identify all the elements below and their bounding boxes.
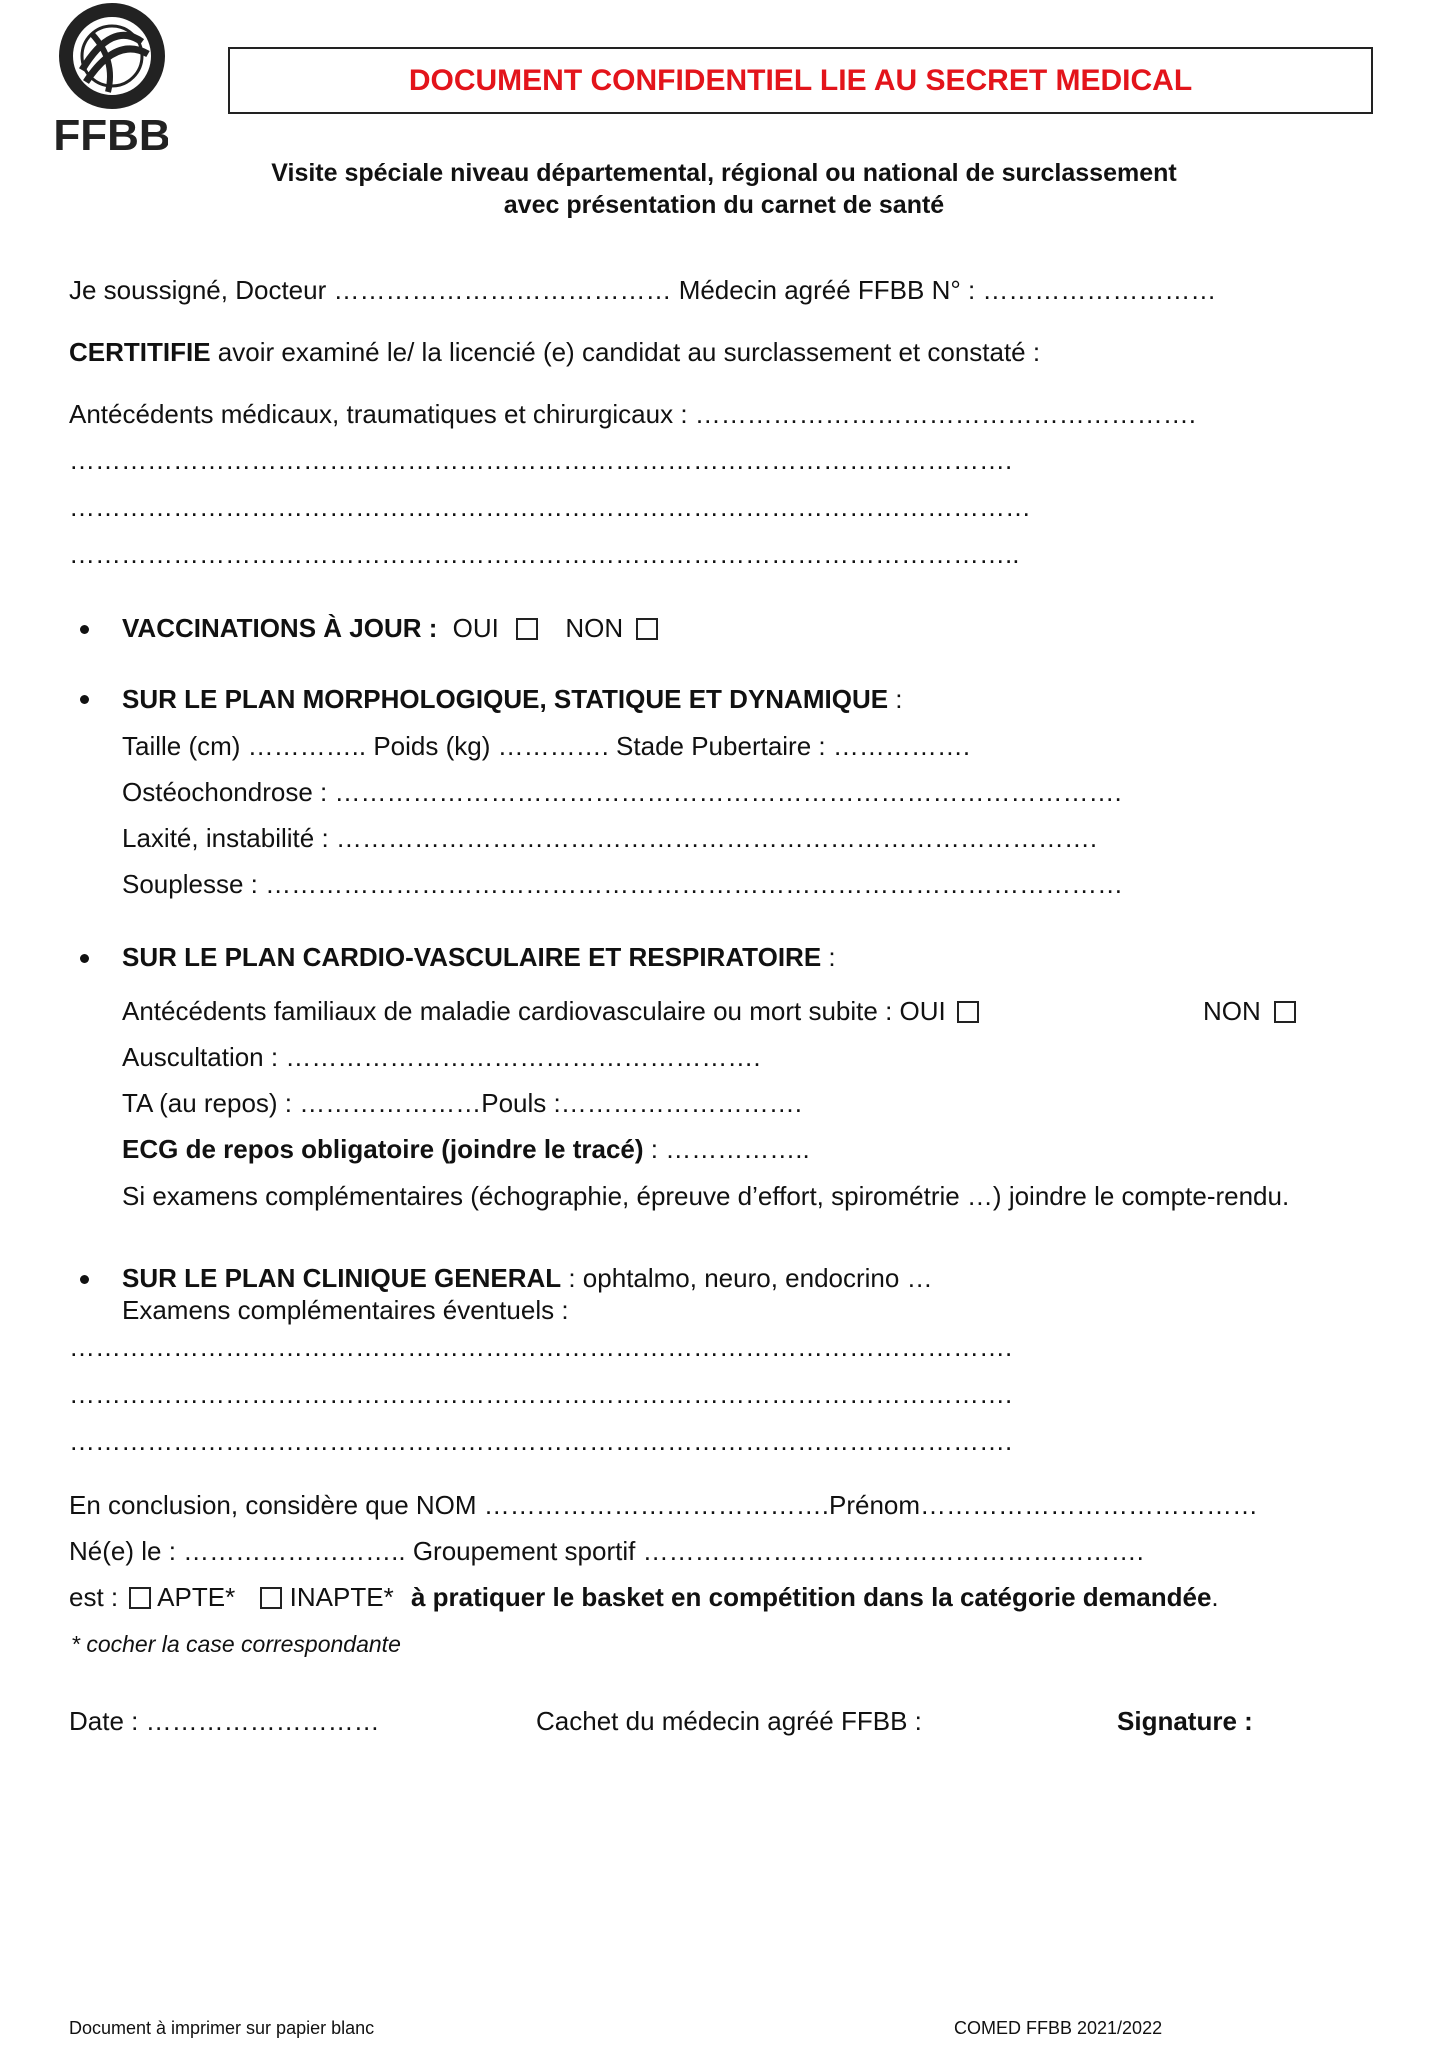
bullet-icon <box>80 625 89 634</box>
vaccinations-non-label: NON <box>565 613 624 643</box>
apte-checkbox[interactable] <box>129 1587 151 1609</box>
dotted-line-6: ………………………………………………………………………………………………. <box>69 1426 1013 1456</box>
aptitude-line <box>69 1581 1219 1613</box>
dotted-line-4: ………………………………………………………………………………………………. <box>69 1332 1013 1362</box>
ecg-bold: ECG de repos obligatoire (joindre le tracé) <box>122 1134 644 1164</box>
familiaux-oui-checkbox[interactable] <box>957 1001 979 1023</box>
certifie-line <box>69 336 1040 368</box>
confidential-banner <box>228 47 1373 114</box>
vaccinations-oui-label: OUI <box>452 613 499 643</box>
bullet-icon <box>80 954 89 963</box>
footer-left: Document à imprimer sur papier blanc <box>69 2018 375 2038</box>
date-field: Date : ……………………… <box>69 1706 380 1736</box>
footer-right: COMED FFBB 2021/2022 <box>954 2018 1163 2038</box>
ecg-line <box>122 1133 810 1165</box>
ecg-rest: : …………….. <box>643 1134 810 1164</box>
bullet-icon <box>80 1275 89 1284</box>
subtitle-line-2: avec présentation du carnet de santé <box>503 191 945 219</box>
dotted-line-2: ………………………………………………………………………………………………… <box>69 492 1031 522</box>
vaccinations-label: VACCINATIONS À JOUR : <box>122 613 438 643</box>
est-label: est : <box>69 1582 119 1612</box>
confidential-text: DOCUMENT CONFIDENTIEL LIE AU SECRET MEDICAL <box>408 64 1193 97</box>
taille-poids-line: Taille (cm) ………….. Poids (kg) …………. Stade Pubertaire : ……………. <box>122 731 971 761</box>
ta-pouls-line: TA (au repos) : …………………Pouls :………………………. <box>122 1088 802 1118</box>
antecedents-line: Antécédents médicaux, traumatiques et chirurgicaux : …………………………………………………. <box>69 399 1196 429</box>
inapte-checkbox[interactable] <box>260 1587 282 1609</box>
auscultation-line: Auscultation : ………………………………………………. <box>122 1042 761 1072</box>
examens-eventuels: Examens complémentaires éventuels : <box>122 1295 569 1325</box>
logo-text: FFBB <box>56 111 168 160</box>
apte-label: APTE* <box>157 1582 236 1612</box>
dotted-line-3: ……………………………………………………………………………………………….. <box>69 539 1020 569</box>
cardio-heading-suffix: : <box>821 942 836 972</box>
familiaux-non <box>1203 995 1296 1027</box>
osteochondrose-line: Ostéochondrose : ………………………………………………………………………………. <box>122 777 1122 807</box>
naissance-groupement-line: Né(e) le : …………………….. Groupement sportif …………………………………………………. <box>69 1536 1144 1566</box>
certifie-rest: avoir examiné le/ la licencié (e) candidat au surclassement et constaté : <box>210 337 1041 367</box>
bullet-icon <box>80 695 89 704</box>
nom-prenom-line: En conclusion, considère que NOM ………………………………….Prénom………………………………… <box>69 1490 1259 1520</box>
familiaux-text: Antécédents familiaux de maladie cardiovasculaire ou mort subite : OUI <box>122 996 946 1026</box>
pratiquer-period: . <box>1211 1582 1219 1612</box>
clinique-heading <box>122 1262 933 1294</box>
clinique-heading-text: SUR LE PLAN CLINIQUE GENERAL <box>122 1263 562 1293</box>
pratiquer-text: à pratiquer le basket en compétition dans la catégorie demandée <box>410 1582 1212 1612</box>
examens-line: Si examens complémentaires (échographie, épreuve d’effort, spirométrie …) joindre le compte-rendu. <box>122 1181 1290 1211</box>
cachet-label: Cachet du médecin agréé FFBB : <box>536 1706 922 1736</box>
souplesse-line: Souplesse : ……………………………………………………………………………………… <box>122 869 1124 899</box>
morpho-heading-text: SUR LE PLAN MORPHOLOGIQUE, STATIQUE ET DYNAMIQUE <box>122 684 889 714</box>
clinique-heading-rest: : ophtalmo, neuro, endocrino … <box>561 1263 933 1293</box>
familiaux-non-checkbox[interactable] <box>1274 1001 1296 1023</box>
subtitle-line-1: Visite spéciale niveau départemental, régional ou national de surclassement <box>271 159 1177 187</box>
basketball-logo-icon <box>56 0 168 160</box>
vaccinations-non-checkbox[interactable] <box>636 618 658 640</box>
cardio-heading <box>122 941 836 973</box>
morpho-heading <box>122 683 903 715</box>
familiaux-non-label: NON <box>1203 996 1261 1026</box>
morpho-heading-suffix: : <box>888 684 903 714</box>
vaccinations-oui-checkbox[interactable] <box>516 618 538 640</box>
vaccinations-row <box>122 612 658 644</box>
familiaux-line <box>122 995 979 1027</box>
inapte-label: INAPTE* <box>289 1582 394 1612</box>
ffbb-logo <box>56 0 168 160</box>
dotted-line-5: ………………………………………………………………………………………………. <box>69 1379 1013 1409</box>
cocher-note: * cocher la case correspondante <box>71 1631 401 1657</box>
doctor-line: Je soussigné, Docteur ………………………………… Médecin agréé FFBB N° : ……………………… <box>69 275 1217 305</box>
signature-label: Signature : <box>1117 1706 1253 1736</box>
certifie-bold: CERTITIFIE <box>69 337 211 367</box>
cardio-heading-text: SUR LE PLAN CARDIO-VASCULAIRE ET RESPIRATOIRE <box>122 942 822 972</box>
dotted-line-1: ………………………………………………………………………………………………. <box>69 445 1013 475</box>
laxite-line: Laxité, instabilité : ……………………………………………………………………………. <box>122 823 1098 853</box>
